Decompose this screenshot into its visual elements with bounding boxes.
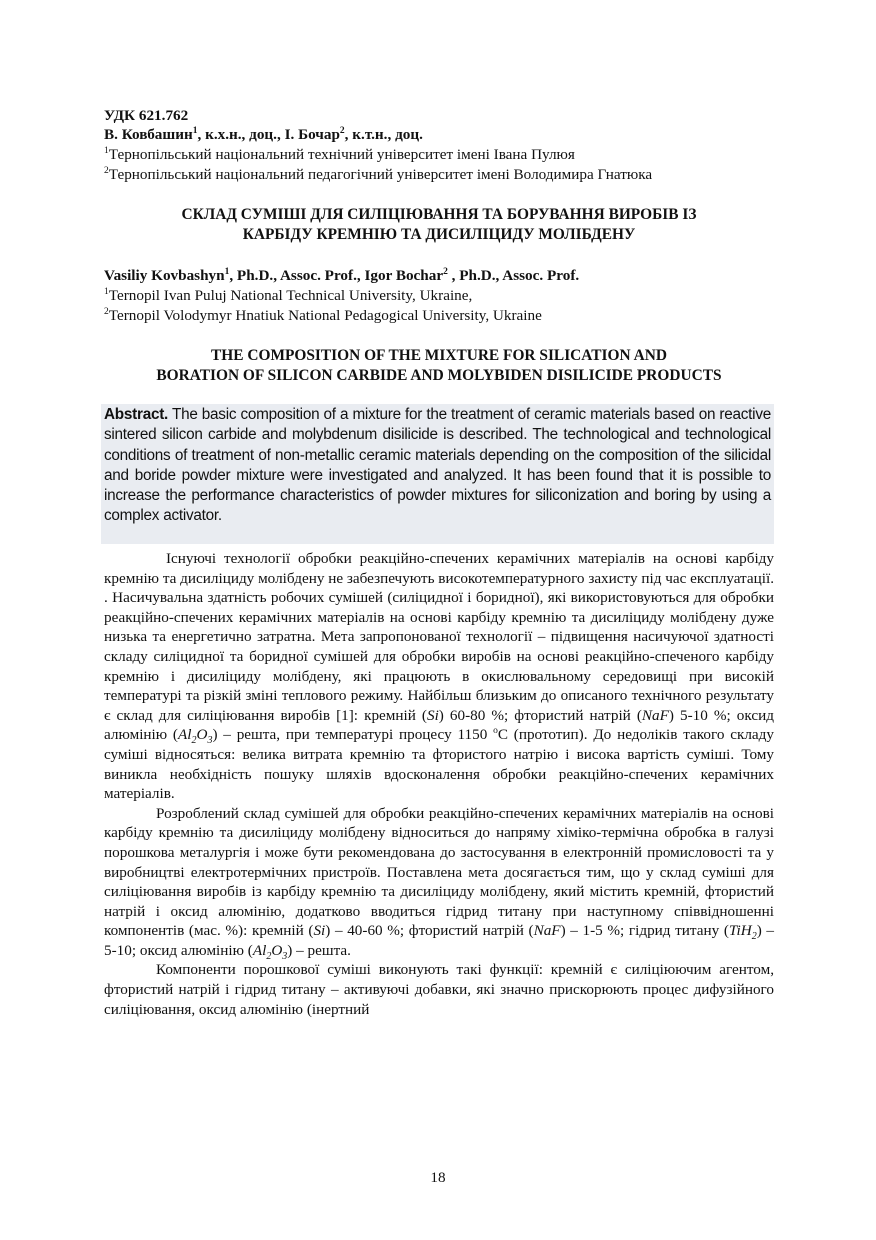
title-ua-line-2: КАРБІДУ КРЕМНІЮ ТА ДИСИЛІЦИДУ МОЛІБДЕНУ bbox=[242, 226, 636, 243]
abstract-label: Abstract. bbox=[104, 406, 169, 423]
title-en-line-1: THE COMPOSITION OF THE MIXTURE FOR SILICATION AND bbox=[211, 347, 667, 364]
author-credentials: , Ph.D., Assoc. Prof., bbox=[229, 267, 365, 284]
affiliation-mark: 2 bbox=[104, 307, 109, 317]
formula-naf: NaF bbox=[641, 706, 669, 724]
author-name: Vasiliy Kovbashyn bbox=[104, 267, 225, 284]
formula-si: Si bbox=[426, 706, 439, 724]
affiliation-mark: 1 bbox=[104, 146, 109, 156]
formula-part: O bbox=[271, 941, 283, 959]
formula-part: Al bbox=[177, 726, 192, 744]
text-run: ) – решта. bbox=[287, 941, 351, 959]
authors-en bbox=[104, 266, 579, 285]
formula-subscript: 3 bbox=[282, 950, 288, 962]
text-run: С (прототип). До недоліків такого складу суміші відносяться: велика витрата кремнію та фтористого натрію і висока вартість суміші. Тому виникла необхідність пошуку шляхів вдосконалення обробки реакційно-спечених керамічних матеріалів. bbox=[104, 726, 774, 803]
formula-subscript: 2 bbox=[751, 931, 757, 943]
paragraph-1 bbox=[104, 549, 774, 804]
formula-part: TiH bbox=[728, 922, 752, 940]
affiliation-text: Ternopil Ivan Puluj National Technical University, Ukraine, bbox=[108, 287, 473, 304]
author-name: І. Бочар bbox=[284, 126, 340, 143]
affiliation-ua-2 bbox=[104, 165, 652, 184]
formula-si: Si bbox=[313, 922, 326, 940]
affiliation-en-1 bbox=[104, 286, 472, 305]
affiliation-mark: 1 bbox=[192, 126, 198, 136]
author-credentials: , к.т.н., доц. bbox=[344, 126, 423, 143]
abstract-block bbox=[101, 404, 774, 544]
paragraph-2 bbox=[104, 804, 774, 961]
text-run: ) 60-80 %; фтористий натрій ( bbox=[438, 706, 642, 724]
author-credentials: , к.х.н., доц., bbox=[197, 126, 285, 143]
formula-tih2 bbox=[728, 922, 757, 943]
text-run: ) – 1-5 %; гідрид титану ( bbox=[560, 922, 729, 940]
udc-code: УДК 621.762 bbox=[104, 107, 189, 124]
formula-subscript: 2 bbox=[191, 735, 197, 747]
author-name: Igor Bochar bbox=[364, 267, 444, 284]
formula-subscript: 2 bbox=[266, 950, 272, 962]
text-run: ) – 5-10; оксид алюмінію ( bbox=[104, 922, 775, 959]
authors-ua bbox=[104, 125, 423, 144]
author-credentials: , Ph.D., Assoc. Prof. bbox=[447, 267, 580, 284]
text-run: Існуючі технології обробки реакційно-спечених керамічних матеріалів на основі карбіду кремнію та дисиліциду молібдену не забезпечують високотемпературного захисту під час експлуатації. . Насичувальна здатність робочих сумішей (силіцидної і боридної), які використовуються для обробки реакційно-спечених керамічних матеріалів на основі карбіду кремнію та дисиліциду молібдену дуже низька та енергетично затратна. Мета запропонованої технології – підвищення насичуючої здатності складу силіцидної та боридної сумішей для обробки виробів на основі реакційно-спеченого карбіду кремнію і дисиліциду молібдену, які працюють в окислювальному середовищі при високій температурі та різкій зміні теплового режиму. Найбільш близьким до описаного технічного результату є склад для силіціювання виробів [1]: кремній ( bbox=[104, 550, 774, 724]
affiliation-mark: 2 bbox=[443, 267, 448, 277]
affiliation-text: Тернопільський національний педагогічний університет імені Володимира Гнатюка bbox=[108, 166, 653, 183]
affiliation-ua-1 bbox=[104, 145, 575, 164]
affiliation-text: Тернопільський національний технічний університет імені Івана Пулюя bbox=[108, 146, 575, 163]
text-run: Розроблений склад сумішей для обробки реакційно-спечених керамічних матеріалів на основі карбіду кремнію та дисиліциду молібдену відноситься до напряму хіміко-термічна обробка в галузі порошкова металургія і може бути рекомендована до застосування в електронній промисловості та у виробництві електротермічних пристроїв. Поставлена мета досягається тим, що у склад суміші для силіціювання виробів із карбіду кремнію та дисиліциду молібдену, який містить кремній, фтористий натрій і оксид алюмінію, додатково вводиться гідрид титану при наступному співвідношенні компонентів (мас. %): кремній ( bbox=[104, 804, 774, 940]
text-run: ) – решта, при температурі процесу 1150 bbox=[212, 726, 494, 744]
title-ua-line-1: СКЛАД СУМІШІ ДЛЯ СИЛІЦІЮВАННЯ ТА БОРУВАННЯ ВИРОБІВ ІЗ bbox=[181, 206, 697, 223]
text-run: ) – 40-60 %; фтористий натрій ( bbox=[325, 922, 534, 940]
degree-mark: o bbox=[493, 726, 498, 737]
text-run: ) 5-10 %; оксид алюмінію ( bbox=[104, 706, 774, 744]
page-number: 18 bbox=[430, 1169, 446, 1186]
body-text bbox=[104, 549, 774, 1019]
affiliation-en-2 bbox=[104, 306, 542, 325]
paragraph-3: Компоненти порошкової суміші виконують такі функції: кремній є силіціюючим агентом, фтористий натрій і гідрид титану – активуючі добавки, які значно прискорюють процес дифузійного силіціювання, оксид алюмінію (інертний bbox=[104, 961, 774, 1018]
formula-al2o3 bbox=[177, 726, 213, 747]
formula-al2o3 bbox=[252, 941, 288, 962]
formula-part: O bbox=[196, 726, 208, 744]
formula-subscript: 3 bbox=[207, 735, 213, 747]
affiliation-mark: 2 bbox=[104, 166, 109, 176]
title-en-line-2: BORATION OF SILICON CARBIDE AND MOLYBIDEN DISILICIDE PRODUCTS bbox=[156, 367, 722, 384]
affiliation-mark: 1 bbox=[224, 267, 230, 277]
abstract-text: The basic composition of a mixture for the treatment of ceramic materials based on reactive sintered silicon carbide and molybdenum disilicide is described. The technological and technological conditions of treatment of non-metallic ceramic materials depending on the composition of the silicidal and boride powder mixture were investigated and analyzed. It has been found that it is possible to increase the performance characteristics of powder mixtures for siliconization and boring by using a complex activator. bbox=[104, 406, 771, 525]
formula-part: Al bbox=[252, 941, 267, 959]
formula-naf: NaF bbox=[533, 922, 561, 940]
affiliation-mark: 2 bbox=[339, 126, 345, 136]
affiliation-text: Ternopil Volodymyr Hnatiuk National Pedagogical University, Ukraine bbox=[108, 307, 542, 324]
author-name: В. Ковбашин bbox=[104, 126, 193, 143]
affiliation-mark: 1 bbox=[104, 287, 109, 297]
